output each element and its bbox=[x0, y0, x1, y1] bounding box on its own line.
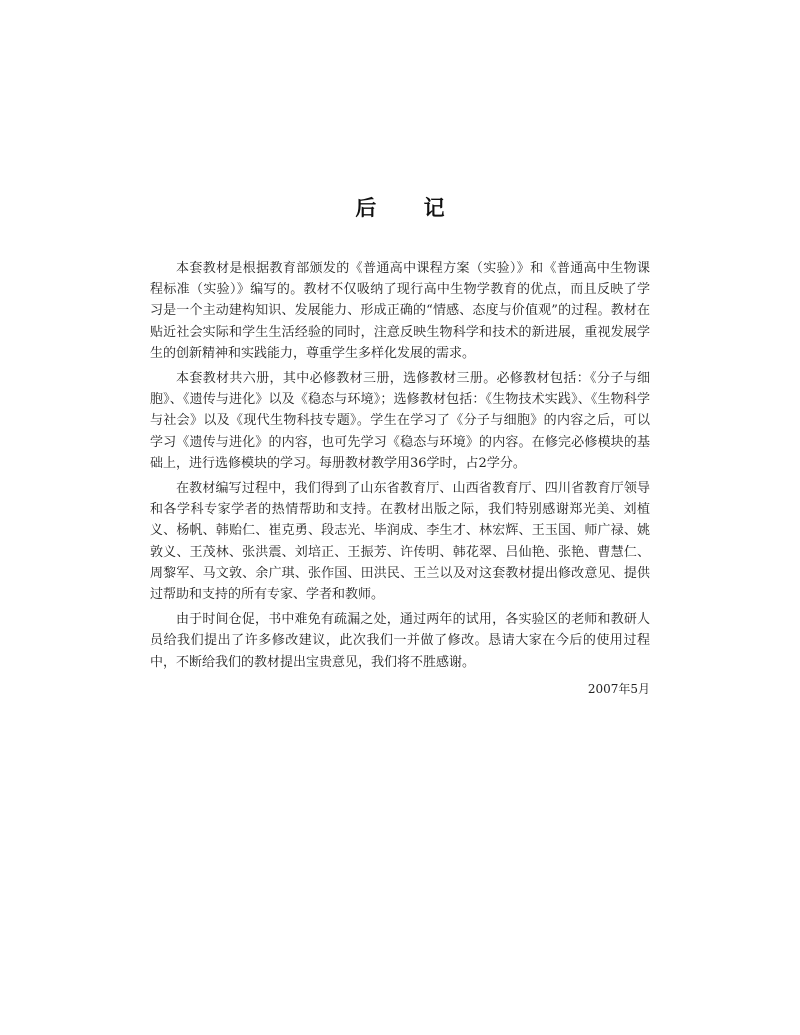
page-title: 后 记 bbox=[355, 196, 465, 220]
paragraph-intro: 本套教材是根据教育部颁发的《普通高中课程方案（实验）》和《普通高中生物课程标准（实验）》编写的。教材不仅吸纳了现行高中生物学教育的优点，而且反映了学习是一个主动建构知识、发展能力、形成正确的“情感、态度与价值观”的过程。教材在贴近社会实际和学生生活经验的同时，注意反映生物科学和技术的新进展，重视发展学生的创新精神和实践能力，尊重学生多样化发展的需求。 bbox=[150, 261, 650, 361]
paragraph-closing: 由于时间仓促，书中难免有疏漏之处，通过两年的试用，各实验区的老师和教研人员给我们提出了许多修改建议，此次我们一并做了修改。恳请大家在今后的使用过程中，不断给我们的教材提出宝贵意见，我们将不胜感谢。 bbox=[150, 612, 650, 670]
paragraph-volumes: 本套教材共六册，其中必修教材三册，选修教材三册。必修教材包括：《分子与细胞》、《遗传与进化》以及《稳态与环境》；选修教材包括：《生物技术实践》、《生物科学与社会》以及《现代生物科技专题》。学生在学习了《分子与细胞》的内容之后，可以学习《遗传与进化》的内容，也可先学习《稳态与环境》的内容。在修完必修模块的基础上，进行选修模块的学习。每册教材教学用36学时，占2学分。 bbox=[150, 371, 650, 471]
document-date: 2007年5月 bbox=[587, 682, 650, 696]
document-body bbox=[150, 258, 650, 677]
paragraph-acknowledgements: 在教材编写过程中，我们得到了山东省教育厅、山西省教育厅、四川省教育厅领导和各学科专家学者的热情帮助和支持。在教材出版之际，我们特别感谢郑光美、刘植义、杨帆、韩贻仁、崔克勇、段志光、毕润成、李生才、林宏辉、王玉国、师广禄、姚敦义、王茂林、张洪震、刘培正、王振芳、许传明、韩花翠、吕仙艳、张艳、曹慧仁、周黎军、马文敦、余广琪、张作国、田洪民、王兰以及对这套教材提出修改意见、提供过帮助和支持的所有专家、学者和教师。 bbox=[150, 481, 650, 603]
